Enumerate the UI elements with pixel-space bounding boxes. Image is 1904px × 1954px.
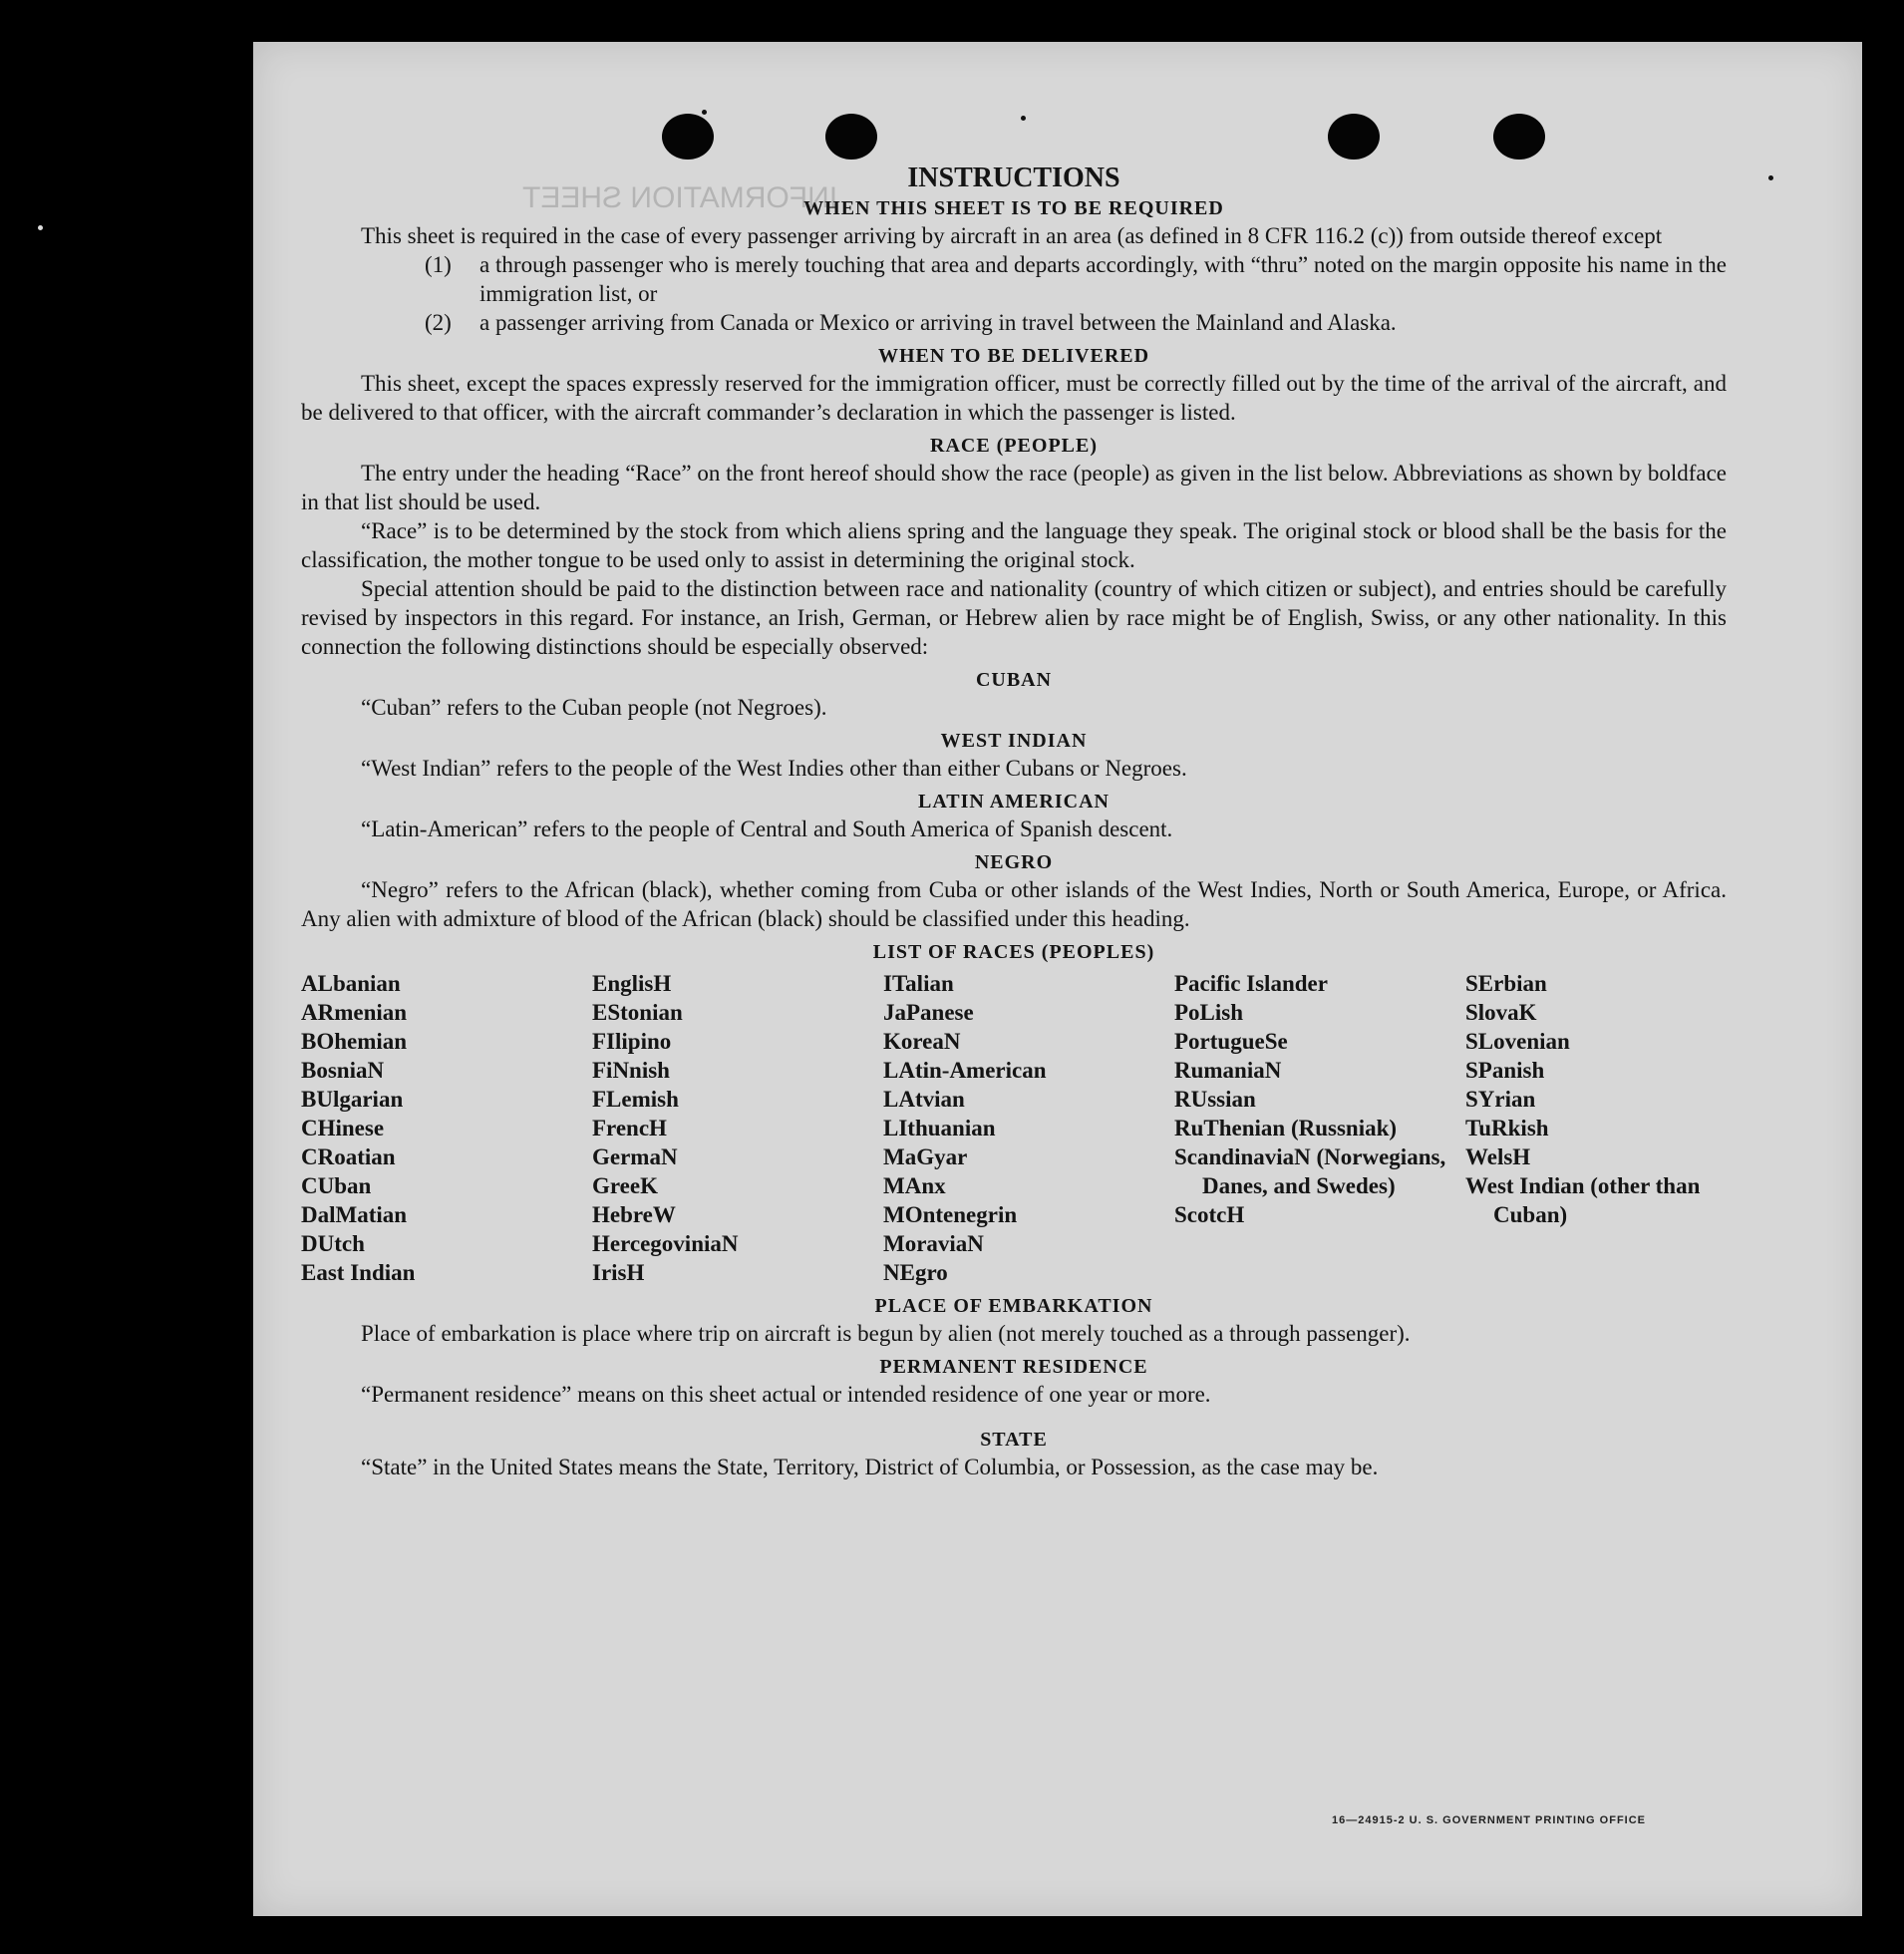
race-entry: SYrian <box>1465 1087 1536 1112</box>
race-entry: HebreW <box>592 1202 676 1227</box>
race-entry: JaPanese <box>883 1000 974 1025</box>
race-entry: MAnx <box>883 1173 946 1198</box>
race-column <box>1465 969 1727 1287</box>
punch-hole <box>825 114 877 160</box>
punch-hole <box>662 114 714 160</box>
item-number: (1) <box>425 252 452 277</box>
race-entry: FrencH <box>592 1116 667 1140</box>
race-entry: SErbian <box>1465 971 1547 996</box>
race-entry: IrisH <box>592 1260 645 1285</box>
latin-american-text: “Latin-American” refers to the people of Central and South America of Spanish descent. <box>361 816 1173 841</box>
race-entry: CHinese <box>301 1116 385 1140</box>
race-entry: NEgro <box>883 1260 948 1285</box>
race-entry: MOntenegrin <box>883 1202 1018 1227</box>
race-entry: SLovenian <box>1465 1029 1570 1054</box>
speck <box>1021 116 1026 121</box>
when-required-intro: This sheet is required in the case of every passenger arriving by aircraft in an area (as defined in 8 CFR 116.2 (c)) from outside thereof except <box>361 223 1663 248</box>
punch-hole <box>1493 114 1545 160</box>
west-indian-text: “West Indian” refers to the people of the West Indies other than either Cubans or Negroes. <box>361 756 1187 781</box>
item-text: a passenger arriving from Canada or Mexico or arriving in travel between the Mainland and Alaska. <box>479 310 1397 335</box>
race-entry: TuRkish <box>1465 1116 1549 1140</box>
negro-text: “Negro” refers to the African (black), whether coming from Cuba or other islands of the West Indies, North or South America, Europe, or Africa. Any alien with admixture of blood of the African (black) should be classified under this heading. <box>301 877 1727 931</box>
race-entry: ITalian <box>883 971 954 996</box>
race-entry: FiNnish <box>592 1058 670 1083</box>
race-entry: LAtin-American <box>883 1058 1047 1083</box>
race-entry: ScandinaviaN (Norwegians, Danes, and Swedes) <box>1174 1144 1446 1198</box>
section-heading-race: RACE (PEOPLE) <box>930 435 1098 457</box>
race-entry: FLemish <box>592 1087 679 1112</box>
race-entry: PortugueSe <box>1174 1029 1288 1054</box>
race-entry: GreeK <box>592 1173 658 1198</box>
exception-item <box>301 308 1727 337</box>
race-entry: BosniaN <box>301 1058 385 1083</box>
race-entry: WelsH <box>1465 1144 1531 1169</box>
section-heading-residence: PERMANENT RESIDENCE <box>879 1356 1148 1378</box>
punch-hole <box>1328 114 1380 160</box>
race-entry: SPanish <box>1465 1058 1545 1083</box>
race-entry: CUban <box>301 1173 372 1198</box>
race-entry: RUssian <box>1174 1087 1256 1112</box>
race-paragraph: The entry under the heading “Race” on the front hereof should show the race (people) as given in the list below. Abbreviations as shown by boldface in that list should be used. <box>301 461 1727 514</box>
speck <box>702 110 707 115</box>
race-entry: ARmenian <box>301 1000 408 1025</box>
section-heading-cuban: CUBAN <box>975 669 1053 691</box>
section-heading-latin-american: LATIN AMERICAN <box>918 791 1110 813</box>
race-column <box>592 969 883 1287</box>
state-text: “State” in the United States means the State, Territory, District of Columbia, or Possession, as the case may be. <box>361 1455 1379 1479</box>
race-entry: MaGyar <box>883 1144 968 1169</box>
race-entry: BUlgarian <box>301 1087 404 1112</box>
printing-office-code: 16—24915-2 U. S. GOVERNMENT PRINTING OFFICE <box>1332 1814 1647 1826</box>
section-heading-embarkation: PLACE OF EMBARKATION <box>874 1295 1153 1317</box>
instructions-content <box>301 162 1727 1481</box>
item-text: a through passenger who is merely touching that area and departs accordingly, with “thru” noted on the margin opposite his name in the immigration list, or <box>479 252 1727 306</box>
race-column <box>301 969 592 1287</box>
race-entry: ScotcH <box>1174 1202 1245 1227</box>
race-entry: HercegoviniaN <box>592 1231 739 1256</box>
race-paragraph: “Race” is to be determined by the stock from which aliens spring and the language they speak. The original stock or blood shall be the basis for the classification, the mother tongue to be used only to assist in determining the original stock. <box>301 518 1727 572</box>
item-number: (2) <box>425 310 452 335</box>
race-entry: LIthuanian <box>883 1116 996 1140</box>
residence-text: “Permanent residence” means on this sheet actual or intended residence of one year or more. <box>361 1382 1211 1407</box>
race-entry: KoreaN <box>883 1029 961 1054</box>
race-entry: Pacific Islander <box>1174 971 1328 996</box>
race-column <box>883 969 1174 1287</box>
document-sheet <box>253 42 1862 1916</box>
race-entry: GermaN <box>592 1144 678 1169</box>
race-entry: RumaniaN <box>1174 1058 1282 1083</box>
race-entry: RuThenian (Russniak) <box>1174 1116 1398 1140</box>
section-heading-state: STATE <box>980 1429 1048 1451</box>
race-entry: SlovaK <box>1465 1000 1537 1025</box>
section-heading-negro: NEGRO <box>974 851 1054 873</box>
section-heading-when-delivered: WHEN TO BE DELIVERED <box>877 345 1150 367</box>
cuban-text: “Cuban” refers to the Cuban people (not Negroes). <box>361 695 827 720</box>
race-entry: DUtch <box>301 1231 365 1256</box>
bleed-through-text: INFORMATION SHEET <box>522 181 838 214</box>
race-entry: LAtvian <box>883 1087 965 1112</box>
embarkation-text: Place of embarkation is place where trip on aircraft is begun by alien (not merely touched as a through passenger). <box>361 1321 1411 1346</box>
race-list <box>301 969 1727 1287</box>
race-entry: East Indian <box>301 1260 416 1285</box>
race-entry: FIlipino <box>592 1029 672 1054</box>
section-heading-west-indian: WEST INDIAN <box>940 730 1088 752</box>
exception-item <box>301 250 1727 308</box>
race-entry: EnglisH <box>592 971 672 996</box>
race-entry: CRoatian <box>301 1144 396 1169</box>
speck <box>38 225 43 230</box>
race-entry: West Indian (other than Cuban) <box>1465 1173 1701 1227</box>
race-entry: ALbanian <box>301 971 401 996</box>
race-entry: EStonian <box>592 1000 683 1025</box>
section-heading-list-of-races: LIST OF RACES (PEOPLES) <box>872 941 1155 963</box>
race-entry: MoraviaN <box>883 1231 984 1256</box>
page-title: INSTRUCTIONS <box>907 163 1120 193</box>
race-entry: PoLish <box>1174 1000 1244 1025</box>
race-entry: DalMatian <box>301 1202 408 1227</box>
when-delivered-text: This sheet, except the spaces expressly reserved for the immigration officer, must be correctly filled out by the time of the arrival of the aircraft, and be delivered to that officer, with the aircraft commander’s declaration in which the passenger is listed. <box>301 371 1727 425</box>
speck <box>1768 175 1773 180</box>
race-paragraph: Special attention should be paid to the distinction between race and nationality (country of which citizen or subject), and entries should be carefully revised by inspectors in this regard. For instance, an Irish, German, or Hebrew alien by race might be of English, Swiss, or any other nationality. In this connection the following distinctions should be especially observed: <box>301 576 1727 659</box>
race-entry: BOhemian <box>301 1029 408 1054</box>
race-column <box>1174 969 1465 1287</box>
section-heading-when-required: WHEN THIS SHEET IS TO BE REQUIRED <box>803 197 1224 219</box>
